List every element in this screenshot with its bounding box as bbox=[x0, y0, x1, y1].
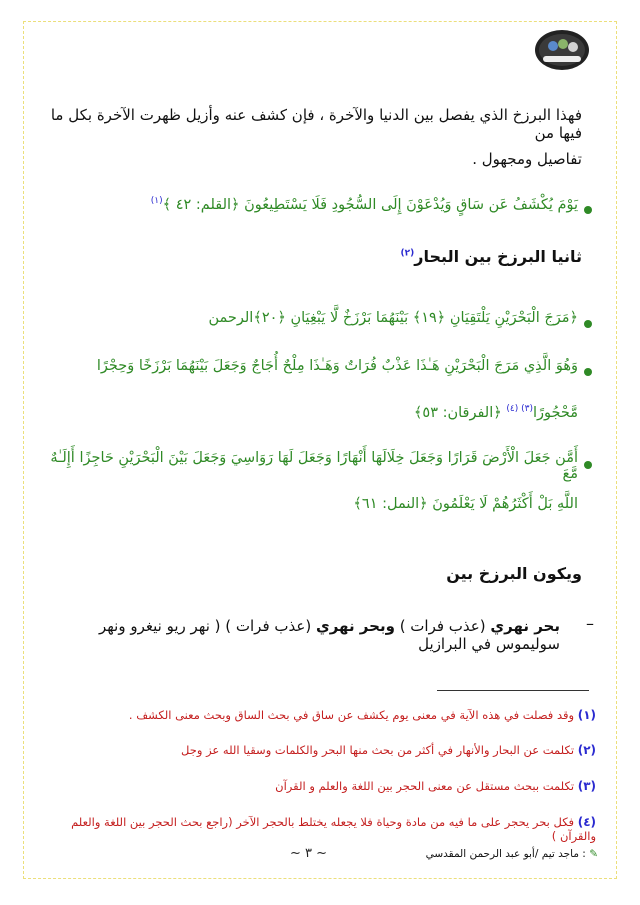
footnote: (٣) تكلمت ببحث مستقل عن معنى الحجر بين اللغة والعلم و القرآن bbox=[275, 779, 596, 793]
paragraph-line: فهذا البرزخ الذي يفصل بين الدنيا والآخرة ، فإن كشف عنه وأزيل ظهرت الآخرة بكل ما فيها من bbox=[50, 106, 582, 142]
verse-furqan-line: وَهُوَ الَّذِي مَرَجَ الْبَحْرَيْنِ هَـٰذَا عَذْبٌ فُرَاتٌ وَهَـٰذَا مِلْحٌ أُجَاجٌ وَجَعَلَ بَيْنَهُمَا بَرْزَخًا وَحِجْرًا bbox=[96, 358, 578, 374]
bullet bbox=[584, 206, 592, 214]
verse-rahman: ﴿مَرَجَ الْبَحْرَيْنِ يَلْتَقِيَانِ ﴿١٩﴾ بَيْنَهُمَا بَرْزَخٌ لَّا يَبْغِيَانِ ﴿٢٠﴾الرحمن bbox=[208, 310, 578, 326]
footnote-ref: (٢) bbox=[400, 248, 415, 259]
footnote: (٤) فكل بحر يحجر على ما فيه من مادة وحياة فلا يجعله يختلط بالحجر الآخر (راجع بحث الحجر بين اللغة والعلم والقرآن ) bbox=[71, 815, 596, 843]
author-credit: ✎ : ماجد تيم /أبو عبد الرحمن المقدسي bbox=[425, 848, 598, 860]
pen-icon: ✎ bbox=[589, 848, 598, 860]
footnote-ref: (١) bbox=[150, 196, 163, 206]
verse-qalam: يَوْمَ يُكْشَفُ عَن سَاقٍ وَيُدْعَوْنَ إِلَى السُّجُودِ فَلَا يَسْتَطِيعُونَ ﴿القلم: ٤٢ ﴾$^{(١)}$ bbox=[150, 196, 578, 213]
footnote: (١) وقد فصلت في هذه الآية في معنى يوم يكشف عن ساق في بحث الساق وبحث معنى الكشف . bbox=[128, 708, 596, 722]
section-heading: ثانيا البرزخ بين البحار$^{(٢)}$ bbox=[400, 247, 582, 266]
verse-naml-line: أَمَّن جَعَلَ الْأَرْضَ قَرَارًا وَجَعَلَ خِلَالَهَا أَنْهَارًا وَجَعَلَ لَهَا رَوَاسِيَ وَجَعَلَ بَيْنَ الْبَحْرَيْنِ حَاجِزًا أَإِلَـٰهٌ مَّعَ bbox=[50, 450, 578, 482]
footnote: (٢) تكلمت عن البحار والأنهار في أكثر من بحث منها البحر والكلمات وسقيا الله عز وجل bbox=[181, 743, 596, 757]
bullet bbox=[584, 320, 592, 328]
dash-marker: – bbox=[586, 614, 594, 633]
footnote-ref: (٣) (٤) bbox=[506, 404, 533, 414]
section-heading: ويكون البرزخ بين bbox=[446, 564, 582, 583]
footnote-separator bbox=[437, 690, 589, 691]
site-logo bbox=[533, 28, 591, 74]
verse-furqan-line: مَّحْجُورًا$^{(٣) (٤)}$ ﴿الفرقان: ٥٣﴾ bbox=[413, 404, 578, 421]
verse-naml-line: اللَّهِ بَلْ أَكْثَرُهُمْ لَا يَعْلَمُونَ ﴿النمل: ٦١﴾ bbox=[353, 496, 578, 512]
bullet bbox=[584, 368, 592, 376]
paragraph-line: تفاصيل ومجهول . bbox=[472, 150, 582, 168]
dash-line: بحر نهري (عذب فرات ) وبحر نهري (عذب فرات ) ( نهر ريو نيغرو ونهر سوليموس في البرازيل bbox=[98, 617, 560, 653]
bullet bbox=[584, 461, 592, 469]
page-number: ~ ٣ ~ bbox=[290, 846, 328, 861]
